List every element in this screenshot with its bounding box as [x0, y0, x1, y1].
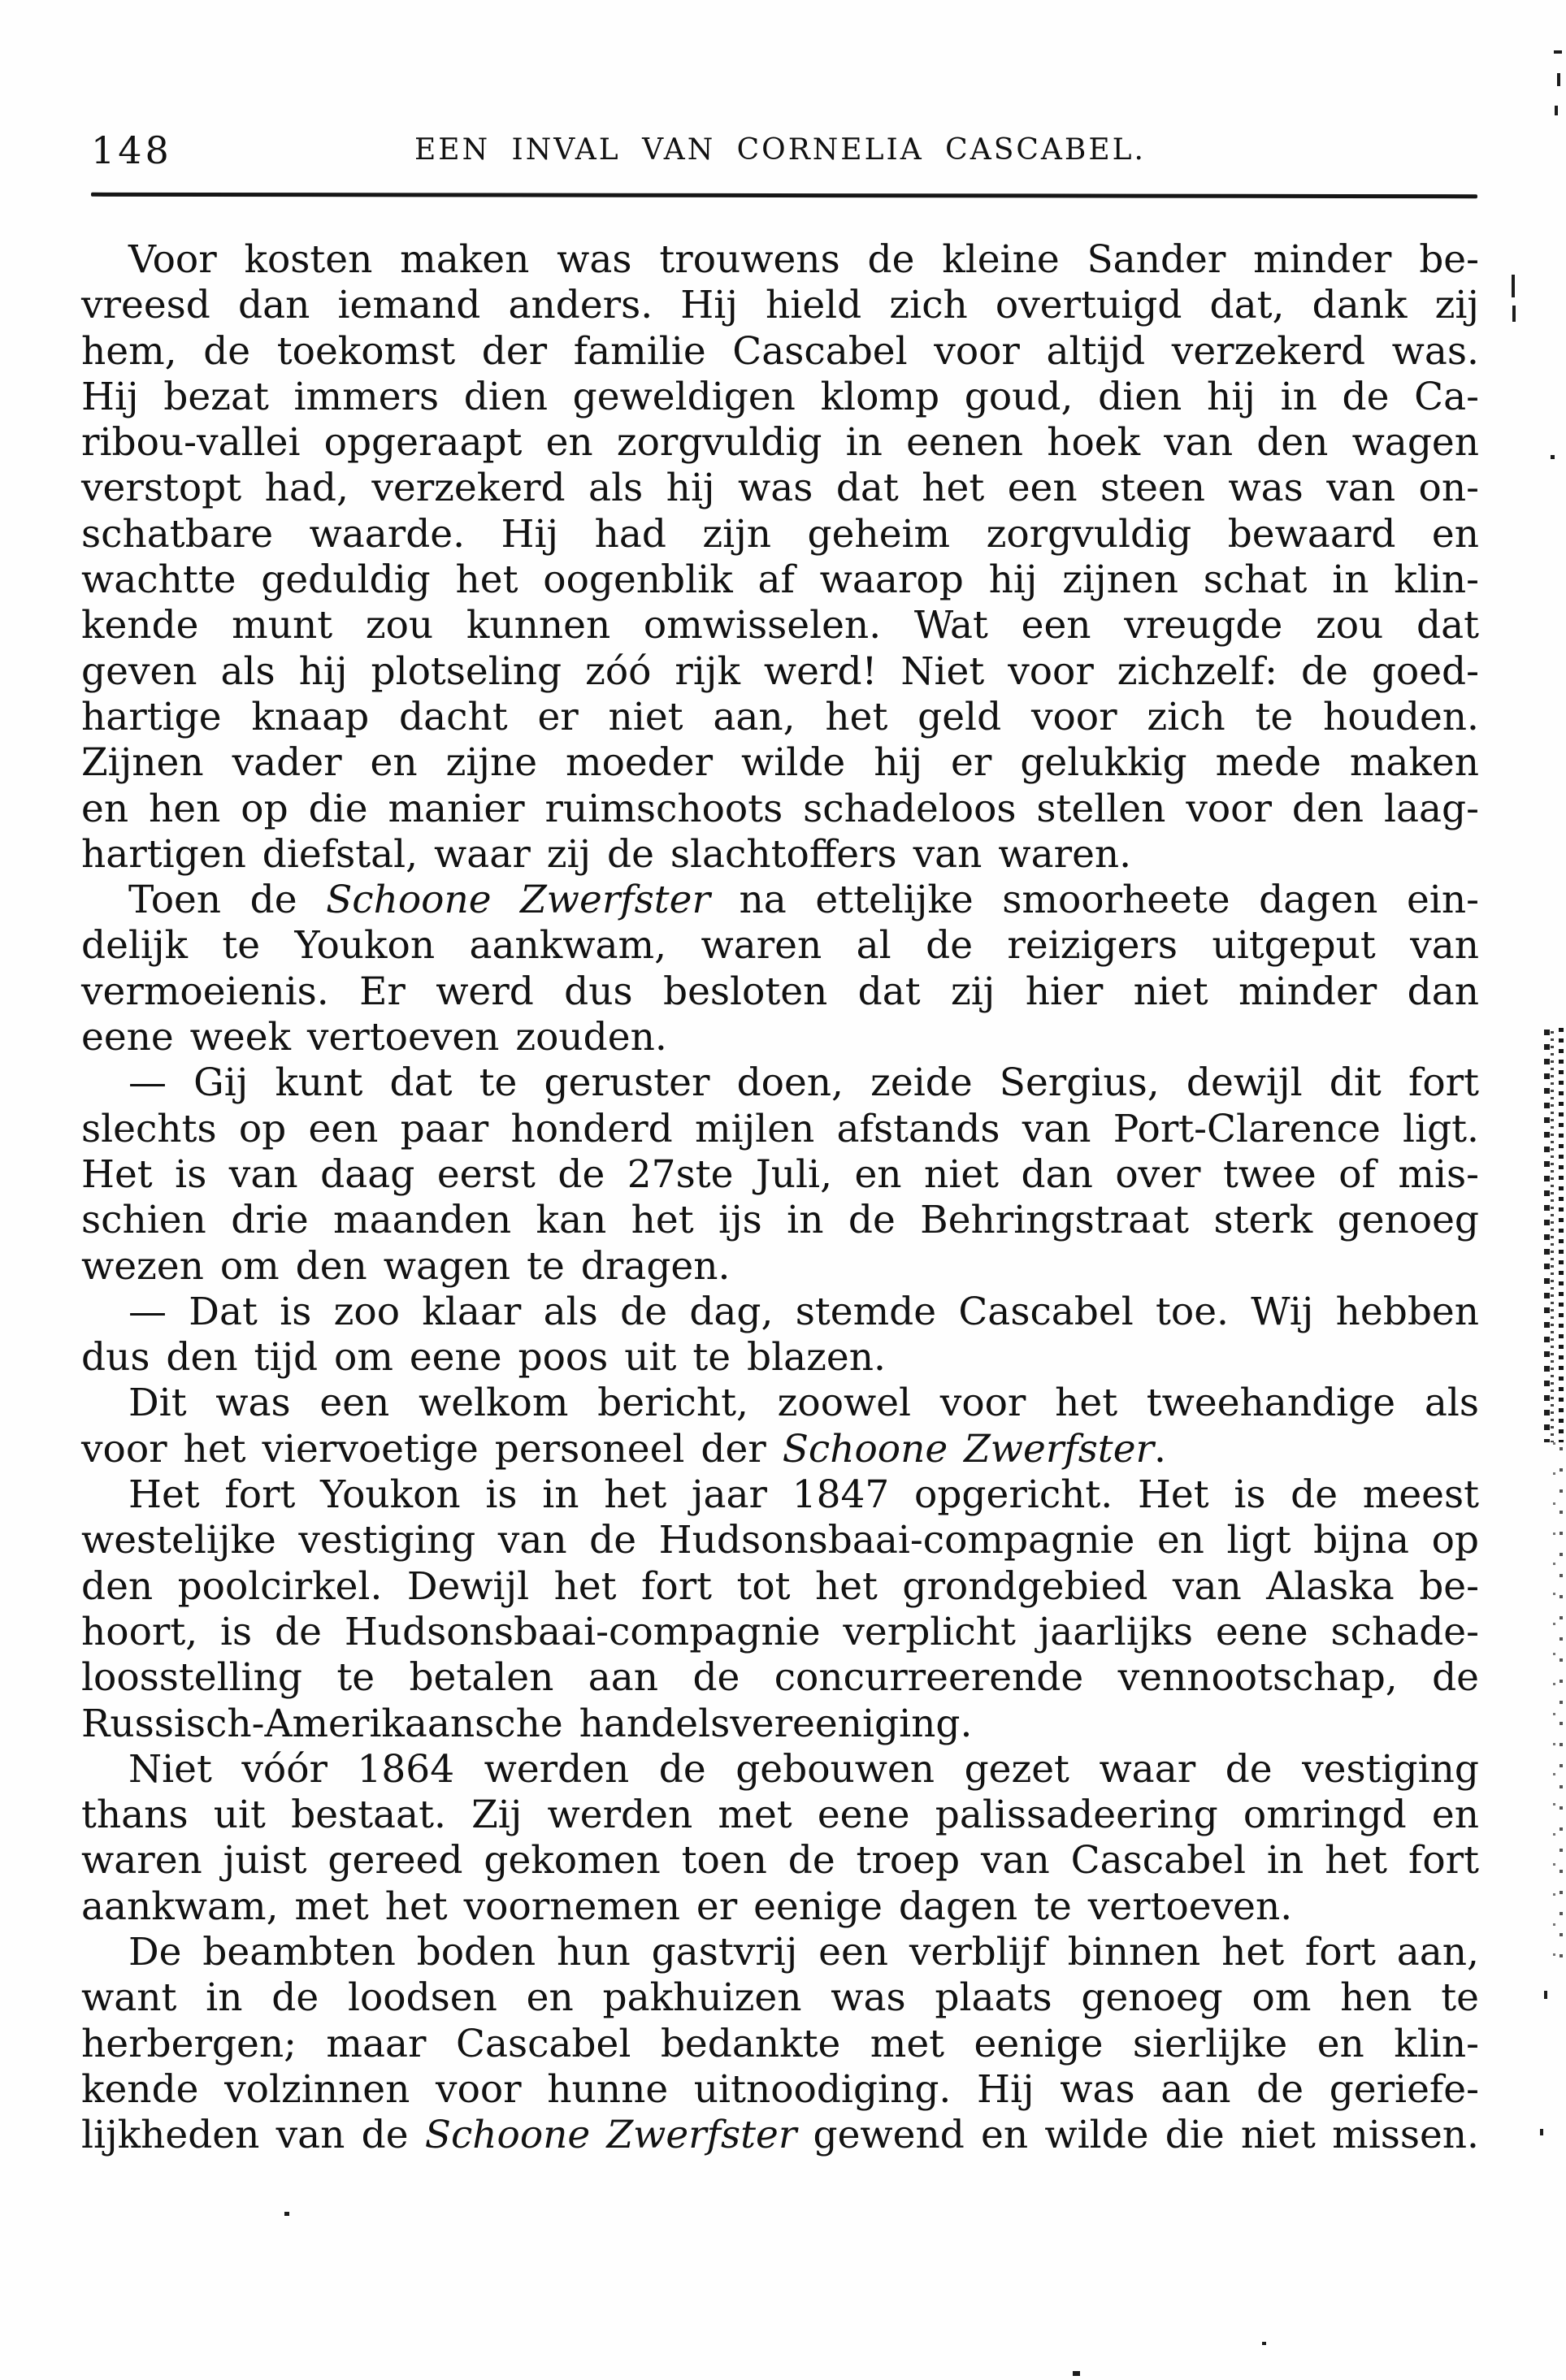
- text-line: Hij bezat immers dien geweldigen klomp goud, dien hij in de Ca-: [81, 374, 1479, 419]
- scan-artifact: [1540, 2129, 1543, 2135]
- paragraph: [81, 1747, 1479, 1930]
- paragraph: [81, 1472, 1479, 1747]
- text-line: slechts op een paar honderd mijlen afstands van Port-Clarence ligt.: [81, 1106, 1479, 1151]
- text-line: en hen op die manier ruimschoots schadeloos stellen voor den laag-: [81, 786, 1479, 831]
- text-line: verstopt had, verzekerd als hij was dat het een steen was van on-: [81, 466, 1479, 511]
- text-line: vreesd dan iemand anders. Hij hield zich overtuigd dat, dank zij: [81, 283, 1479, 328]
- text-line: Toen de Schoone Zwerfster na ettelijke smoorheete dagen ein-: [128, 878, 1479, 923]
- page-header: [81, 122, 1479, 179]
- text-line: westelijke vestiging van de Hudsonsbaai-compagnie en ligt bijna op: [81, 1518, 1479, 1563]
- text-line: hartige knaap dacht er niet aan, het geld voor zich te houden.: [81, 694, 1479, 739]
- scan-noise-band-sparse: [1550, 1442, 1564, 1962]
- paragraph: [81, 1930, 1479, 2158]
- scan-artifact: [1544, 1991, 1547, 1999]
- scan-artifact: [1551, 455, 1555, 459]
- text-line: Het fort Youkon is in het jaar 1847 opgericht. Het is de meest: [128, 1472, 1479, 1518]
- text-line: Russisch-Amerikaansche handelsvereeniging.: [81, 1701, 973, 1746]
- text-line: ribou-vallei opgeraapt en zorgvuldig in eenen hoek van den wagen: [81, 420, 1479, 466]
- text-line: Zijnen vader en zijne moeder wilde hij er gelukkig mede maken: [81, 740, 1479, 786]
- paragraph: [81, 1060, 1479, 1289]
- text-line: — Gij kunt dat te geruster doen, zeide Sergius, dewijl dit fort: [128, 1060, 1479, 1106]
- text-line: want in de loodsen en pakhuizen was plaats genoeg om hen te: [81, 1975, 1479, 2021]
- text-line: dus den tijd om eene poos uit te blazen.: [81, 1335, 886, 1381]
- text-line: kende volzinnen voor hunne uitnoodiging. Hij was aan de geriefe-: [81, 2066, 1479, 2112]
- text-line: schien drie maanden kan het ijs in de Behringstraat sterk genoeg: [81, 1198, 1479, 1243]
- text-line: vermoeienis. Er werd dus besloten dat zij hier niet minder dan: [81, 969, 1479, 1014]
- scan-artifact: [1262, 2342, 1266, 2345]
- text-line: hem, de toekomst der familie Cascabel voor altijd verzekerd was.: [81, 328, 1479, 374]
- text-line: — Dat is zoo klaar als de dag, stemde Cascabel toe. Wij hebben: [128, 1289, 1479, 1334]
- paragraph: [81, 878, 1479, 1060]
- text-line: wachtte geduldig het oogenblik af waarop hij zijnen schat in klin-: [81, 557, 1479, 603]
- paragraph: [81, 1290, 1479, 1381]
- scan-artifact: [1512, 275, 1515, 297]
- text-line: De beambten boden hun gastvrij een verblijf binnen het fort aan,: [128, 1929, 1479, 1975]
- paragraph: [81, 237, 1479, 878]
- text-line: den poolcirkel. Dewijl het fort tot het grondgebied van Alaska be-: [81, 1563, 1479, 1609]
- scan-noise-band: [1544, 1028, 1565, 1442]
- scan-artifact: [284, 2212, 289, 2216]
- text-line: lijkheden van de Schoone Zwerfster gewend en wilde die niet missen.: [81, 2113, 1479, 2158]
- paragraph: [81, 1381, 1479, 1472]
- page-number: 148: [91, 128, 172, 172]
- text-line: Het is van daag eerst de 27ste Juli, en niet dan over twee of mis-: [81, 1151, 1479, 1197]
- running-title: EEN INVAL VAN CORNELIA CASCABEL.: [414, 133, 1146, 167]
- text-line: Dit was een welkom bericht, zoowel voor het tweehandige als: [128, 1381, 1479, 1426]
- scan-artifact: [1555, 106, 1558, 115]
- text-line: Voor kosten maken was trouwens de kleine Sander minder be-: [128, 237, 1479, 282]
- scan-artifact: [1557, 73, 1560, 86]
- text-line: wezen om den wagen te dragen.: [81, 1243, 731, 1289]
- scan-artifact: [1512, 306, 1516, 322]
- scan-artifact: [1554, 50, 1562, 54]
- scan-artifact: [1073, 2371, 1080, 2376]
- text-line: eene week vertoeven zouden.: [81, 1015, 667, 1060]
- text-line: aankwam, met het voornemen er eenige dagen te vertoeven.: [81, 1884, 1293, 1929]
- text-line: herbergen; maar Cascabel bedankte met eenige sierlijke en klin-: [81, 2021, 1479, 2066]
- header-rule: [91, 193, 1477, 198]
- text-line: voor het viervoetige personeel der Schoone Zwerfster.: [81, 1426, 1166, 1472]
- text-line: geven als hij plotseling zóó rijk werd! Niet voor zichzelf: de goed-: [81, 648, 1479, 694]
- text-line: hartigen diefstal, waar zij de slachtoffers van waren.: [81, 831, 1132, 877]
- text-block: [81, 237, 1479, 2158]
- text-line: thans uit bestaat. Zij werden met eene palissadeering omringd en: [81, 1793, 1479, 1838]
- text-line: hoort, is de Hudsonsbaai-compagnie verplicht jaarlijks eene schade-: [81, 1609, 1479, 1654]
- text-line: waren juist gereed gekomen toen de troep van Cascabel in het fort: [81, 1838, 1479, 1884]
- text-line: loosstelling te betalen aan de concurreerende vennootschap, de: [81, 1655, 1479, 1701]
- text-line: Niet vóór 1864 werden de gebouwen gezet waar de vestiging: [128, 1746, 1479, 1792]
- text-line: kende munt zou kunnen omwisselen. Wat een vreugde zou dat: [81, 603, 1479, 648]
- text-line: delijk te Youkon aankwam, waren al de reizigers uitgeput van: [81, 923, 1479, 969]
- text-line: schatbare waarde. Hij had zijn geheim zorgvuldig bewaard en: [81, 511, 1479, 557]
